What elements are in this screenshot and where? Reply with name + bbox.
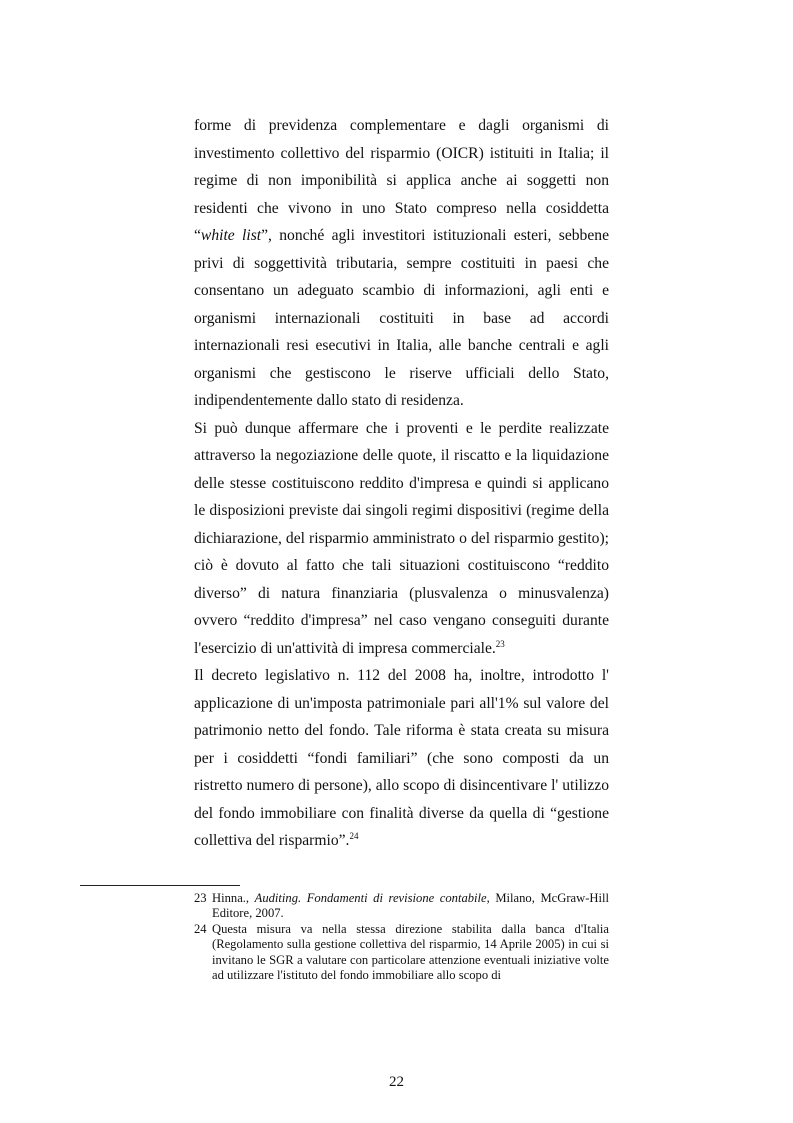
footnote-text [194, 891, 609, 922]
footnote-23-text-a: Hinna., [212, 891, 255, 905]
paragraph-1-emphasis: white list [200, 227, 262, 244]
paragraph-3 [194, 662, 609, 855]
footnote-24 [194, 922, 609, 984]
footnote-23 [194, 891, 609, 922]
footnote-ref-24[interactable]: 24 [349, 831, 359, 841]
paragraph-1-text-b: ”, nonché agli investitori istituzionali esteri, sebbene privi di soggettività tributaria, sempre costituiti in paesi che consentano un adeguato scambio di informazioni, agli enti e organismi internazionali costituiti in base ad accordi internazionali resi esecutivi in Italia, alle banche centrali e agli organismi che gestiscono le riserve ufficiali dello Stato, indipendentemente dallo stato di residenza. [194, 227, 609, 409]
footnote-ref-23[interactable]: 23 [495, 638, 505, 649]
footnote-23-title: Auditing. Fondamenti di revisione contabile [254, 891, 487, 905]
footnote-separator [80, 885, 240, 886]
paragraph-2-text: Si può dunque affermare che i proventi e le perdite realizzate attraverso la negoziazione delle quote, il riscatto e la liquidazione delle stesse costituiscono reddito d'impresa e quindi si applicano le disposizioni previste dai singoli regimi dispositivi (regime della dichiarazione, del risparmio amministrato o del risparmio gestito); ciò è dovuto al fatto che tali situazioni costituiscono “reddito diverso” di natura finanziaria (plusvalenza o minusvalenza) ovvero “reddito d'impresa” nel caso vengano conseguiti durante l'esercizio di un'attività di impresa commerciale. [194, 419, 609, 657]
paragraph-2 [194, 415, 609, 663]
body-text [194, 112, 609, 855]
paragraph-1 [194, 112, 609, 415]
paragraph-1-text-a: forme di previdenza complementare e dagli organismi di investimento collettivo del risparmio (OICR) istituiti in Italia; il regime di non imponibilità si applica anche ai soggetti non residenti che vivono in uno Stato compreso nella cosiddetta “ [194, 117, 609, 244]
footnote-text: Questa misura va nella stessa direzione stabilita dalla banca d'Italia (Regolamento sulla gestione collettiva del risparmio, 14 Aprile 2005) in cui si invitano le SGR a valutare con particolare attenzione eventuali iniziative volte ad utilizzare l'istituto del fondo immobiliare allo scopo di [212, 921, 609, 983]
paragraph-3-text: Il decreto legislativo n. 112 del 2008 ha, inoltre, introdotto l' applicazione di un'imposta patrimoniale pari all'1% sul valore del patrimonio netto del fondo. Tale riforma è stata creata su misura per i cosiddetti “fondi familiari” (che sono composti da un ristretto numero di persone), allo scopo di disincentivare l' utilizzo del fondo immobiliare con finalità diverse da quella di “gestione collettiva del risparmio”. [194, 667, 609, 849]
footnote-number: 24 [194, 921, 207, 936]
footnotes [194, 891, 609, 983]
footnote-number: 23 [194, 891, 207, 905]
footnote-23-text-b: , Milano, McGraw-Hill Editore, 2007. [212, 891, 609, 921]
page-number: 22 [389, 1074, 404, 1090]
